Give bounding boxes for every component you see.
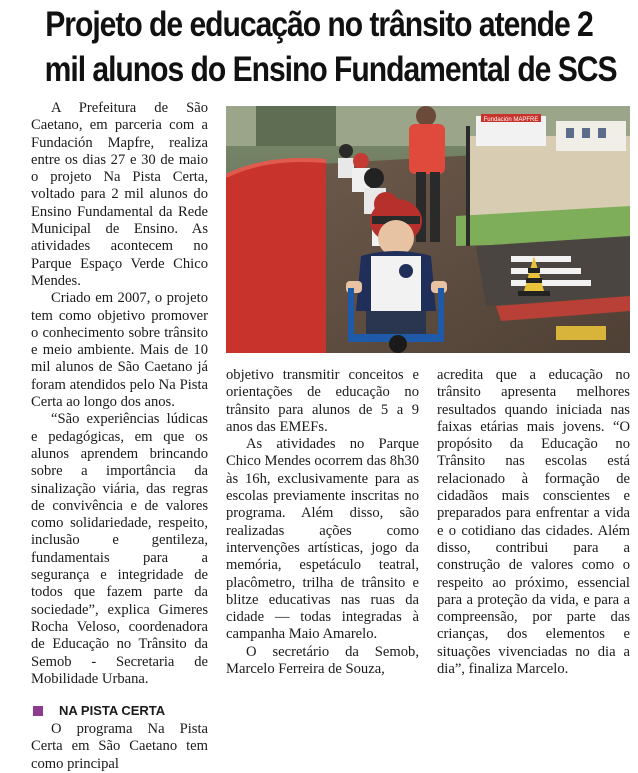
paragraph: O secretário da Semob, Marcelo Ferreira de Souza, bbox=[226, 643, 419, 678]
paragraph: As atividades no Parque Chico Mendes ocorrem das 8h30 às 16h, exclusivamente para as escolas previamente inscritas no programa. Além disso, são realizadas ações como intervenções artísticas, jogo da memória, espetáculo teatral, placômetro, trilha de trânsito e blitze educativas nas ruas da cidade — todas integradas à campanha Maio Amarelo. bbox=[226, 436, 419, 643]
headline-line-1: Projeto de educação no trânsito atende 2 bbox=[45, 5, 593, 44]
subhead-bullet-square bbox=[33, 706, 43, 716]
paragraph: A Prefeitura de São Caetano, em parceria com a Fundación Mapfre, realiza entre os dias 27 e 30 de maio o projeto Na Pista Certa, voltado para 2 mil alunos do Ensino Fundamental da Rede Municipal de Ensino. As atividades acontecem no Parque Espaço Verde Chico Mendes. bbox=[31, 100, 208, 289]
paragraph: O programa Na Pista Certa em São Caetano tem como principal bbox=[31, 721, 208, 772]
subhead-label: NA PISTA CERTA bbox=[59, 703, 166, 719]
paragraph: acredita que a educação no trânsito apresenta melhores resultados quando iniciada nas faixas etárias mais jovens. “O propósito da Educação no Trânsito nas escolas está relacionado à formação de cidadãos mais conscientes e preparados para enfrentar a vida e o cotidiano das cidades. Além disso, contribui para a construção de valores como o respeito ao próximo, essencial para a proteção da vida, e para a compreensão, por parte das crianças, dos elementos e situações vivenciadas no dia a dia”, finaliza Marcelo. bbox=[437, 367, 630, 678]
track-barrier bbox=[226, 160, 326, 353]
sponsor-sign-text: Fundación MAPFRE bbox=[483, 117, 539, 123]
article-column-1 bbox=[31, 100, 208, 773]
kids-on-pedal-karts-photo bbox=[226, 106, 630, 353]
article-column-2 bbox=[226, 367, 419, 678]
paragraph: Criado em 2007, o projeto tem como objetivo promover o conhecimento sobre trânsito e meio ambiente. Mais de 10 mil alunos de São Caetano já foram atendidos pelo Na Pista Certa ao longo dos anos. bbox=[31, 290, 208, 411]
paragraph: objetivo transmitir conceitos e orientações de educação no trânsito para alunos de 5 a 9 anos das EMEFs. bbox=[226, 367, 419, 435]
headline-line-2: mil alunos do Ensino Fundamental de SCS bbox=[44, 50, 617, 89]
section-subhead bbox=[31, 702, 208, 719]
article-column-3 bbox=[437, 367, 630, 678]
headline bbox=[44, 2, 617, 92]
paragraph: “São experiências lúdicas e pedagógicas, em que os alunos aprendem brincando sobre a importância da sinalização viária, das regras de convivência e de valores como solidariedade, respeito, inclusão e gentileza, fundamentais para a segurança e integridade de todos que fazem parte da sociedade”, explica Gimeres Rocha Veloso, coordenadora de Educação no Trânsito da Semob - Secretaria de Mobilidade Urbana. bbox=[31, 411, 208, 687]
article-photo bbox=[226, 106, 630, 353]
